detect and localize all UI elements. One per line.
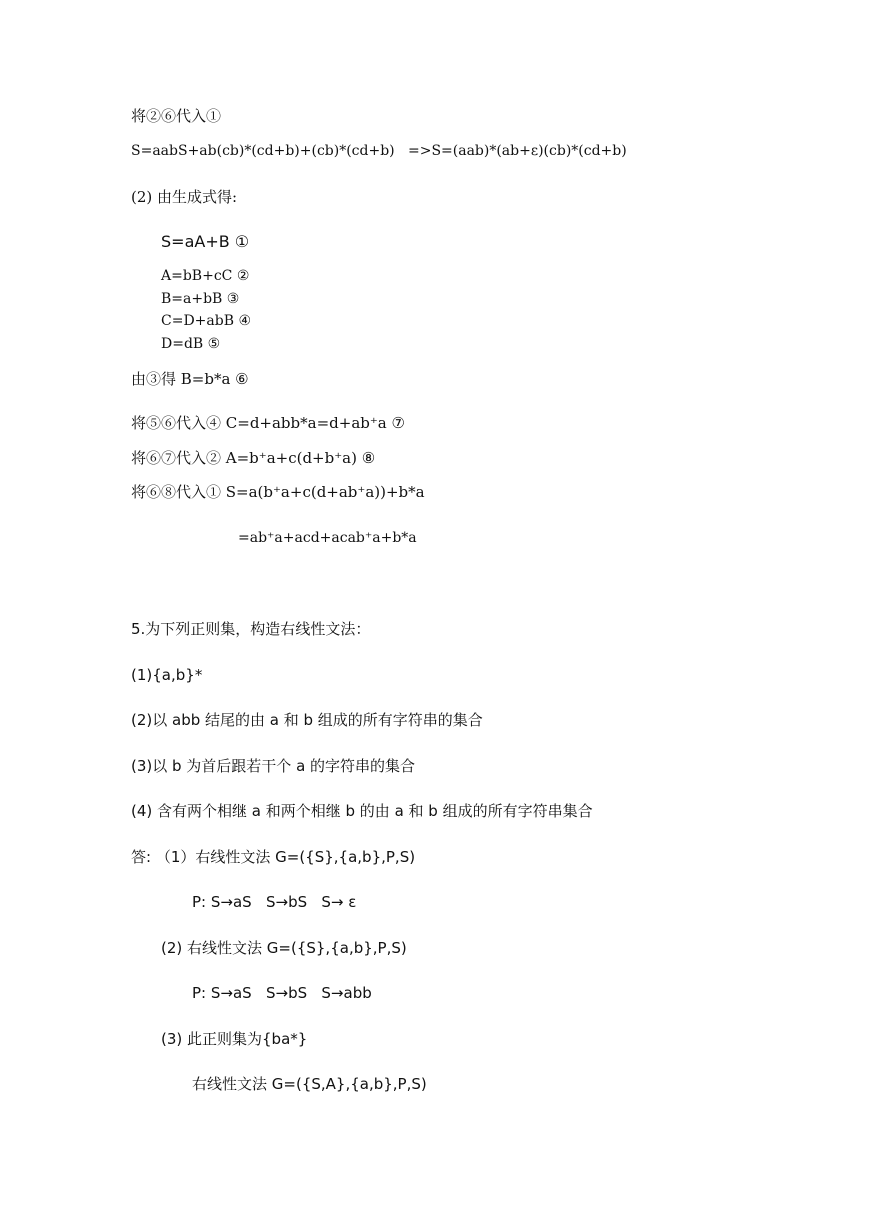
question-item: (1){a,b}* <box>131 666 203 684</box>
derivation-line: =ab⁺a+acd+acab⁺a+b*a <box>238 530 417 546</box>
equation-D: D=dB ⑤ <box>161 336 221 352</box>
answer-heading: (2) 右线性文法 G=({S},{a,b},P,S) <box>161 939 407 957</box>
equation-B: B=a+bB ③ <box>161 291 240 307</box>
equation-A: A=bB+cC ② <box>161 268 250 284</box>
question-item: (4) 含有两个相继 a 和两个相继 b 的由 a 和 b 组成的所有字符串集合 <box>131 802 593 820</box>
question-item: (2)以 abb 结尾的由 a 和 b 组成的所有字符串的集合 <box>131 711 483 729</box>
equation-line: S=aabS+ab(cb)*(cd+b)+(cb)*(cd+b) =>S=(aab)*(ab+ε)(cb)*(cd+b) <box>131 143 627 159</box>
production-rules: P: S→aS S→bS S→ ε <box>192 893 357 911</box>
equation-C: C=D+abB ④ <box>161 313 251 329</box>
derivation-line: 将⑥⑦代入② A=b⁺a+c(d+b⁺a) ⑧ <box>131 449 376 467</box>
answer-heading: 答: （1）右线性文法 G=({S},{a,b},P,S) <box>131 848 416 866</box>
derivation-line: 将⑥⑧代入① S=a(b⁺a+c(d+ab⁺a))+b*a <box>131 483 425 501</box>
derivation-line: 将⑤⑥代入④ C=d+abb*a=d+ab⁺a ⑦ <box>131 414 405 432</box>
substitution-line: 将②⑥代入① <box>131 107 222 125</box>
section-title: 5.为下列正则集，构造右线性文法： <box>131 620 371 638</box>
production-rules: P: S→aS S→bS S→abb <box>192 984 372 1002</box>
part-heading: (2) 由生成式得: <box>131 188 238 206</box>
grammar-definition: 右线性文法 G=({S,A},{a,b},P,S) <box>192 1075 427 1093</box>
answer-heading: (3) 此正则集为{ba*} <box>161 1030 308 1048</box>
derivation-line: 由③得 B=b*a ⑥ <box>131 370 249 388</box>
equation-S: S=aA+B ① <box>161 232 250 251</box>
question-item: (3)以 b 为首后跟若干个 a 的字符串的集合 <box>131 757 416 775</box>
